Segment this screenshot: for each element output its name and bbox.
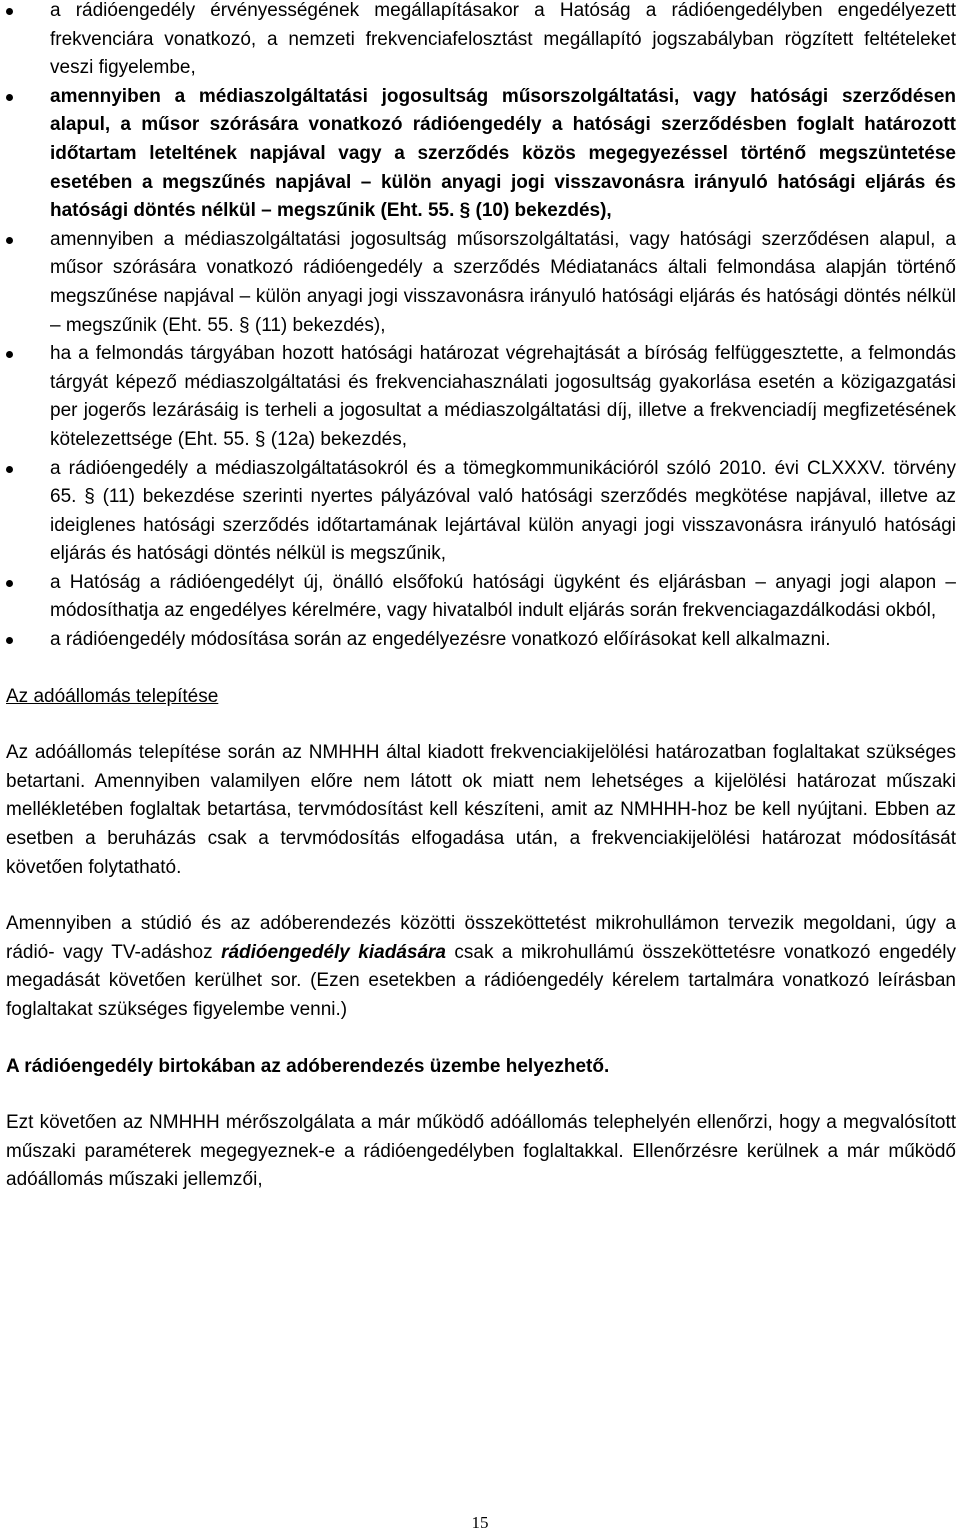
paragraph-microwave-text-after: csak a mikrohullámú összeköttetésre vonatkozó engedély megadását követően kerülhet sor. (Ezen esetekben a rádióengedély kérelem tartalmára vonatkozó leírásban foglaltakat szükséges figyelembe venni.) xyxy=(6,941,956,1020)
paragraph-inspection: Ezt követően az NMHHH mérőszolgálata a már működő adóállomás telephelyén ellenőrzi, hogy a megvalósított műszaki paraméterek megegyeznek-e a rádióengedélyben foglaltakkal. Ellenőrzésre kerülnek a már működő adóállomás műszaki jellemzői, xyxy=(6,1112,956,1191)
list-item-text: ha a felmondás tárgyában hozott hatósági határozat végrehajtását a bíróság felfüggesztette, a felmondás tárgyát képező médiaszolgáltatási és frekvenciahasználati jogosultság gyakorlása esetén a közigazgatási per jogerős lezárásáig is terheli a jogosultat a médiaszolgáltatási díj, illetve a frekvenciadíj megfizetésének kötelezettsége (Eht. 55. § (12a) bekezdés, xyxy=(50,343,956,450)
list-item xyxy=(6,0,956,83)
list-item-text: amennyiben a médiaszolgáltatási jogosultság műsorszolgáltatási, vagy hatósági szerződésen alapul, a műsor szórására vonatkozó rádióengedély a szerződés Médiatanács általi felmondása alapján történő megszűnése napjával – külön anyagi jogi visszavonásra irányuló hatósági eljárás és hatósági döntés nélkül – megszűnik (Eht. 55. § (11) bekezdés), xyxy=(50,228,956,336)
bullet-dot-icon xyxy=(6,637,13,644)
bullet-dot-icon xyxy=(6,351,13,358)
list-item-text: amennyiben a médiaszolgáltatási jogosultság műsorszolgáltatási, vagy hatósági szerződésen alapul, a műsor szórására vonatkozó rádióengedély a hatósági szerződésben foglalt határozott időtartam leteltének napjával vagy a szerződés közös megegyezéssel történő megszüntetése esetében a megszűnés napjával – külön anyagi jogi visszavonásra irányuló hatósági eljárás és hatósági döntés nélkül – megszűnik (Eht. 55. § (10) bekezdés), xyxy=(50,85,956,222)
bullet-dot-icon xyxy=(6,466,13,473)
paragraph-microwave-text-before: Amennyiben a stúdió és az adóberendezés közötti összeköttetést mikrohullámon tervezik megoldani, úgy a rádió- vagy TV-adáshoz xyxy=(6,913,956,963)
bullet-dot-icon xyxy=(6,8,13,15)
bullet-dot-icon xyxy=(6,237,13,244)
list-item xyxy=(6,340,956,454)
document-page xyxy=(6,0,956,1195)
list-item xyxy=(6,626,956,655)
bullet-list xyxy=(6,0,956,655)
paragraph-microwave xyxy=(6,910,956,1024)
list-item-text: a rádióengedély módosítása során az engedélyezésre vonatkozó előírásokat kell alkalmazni. xyxy=(50,629,831,651)
bullet-dot-icon xyxy=(6,94,13,101)
list-item xyxy=(6,83,956,226)
list-item-text: a rádióengedély érvényességének megállapításakor a Hatóság a rádióengedélyben engedélyezett frekvenciára vonatkozó, a nemzeti frekvenciafelosztást megállapító jogszabályban rögzített feltételeket veszi figyelembe, xyxy=(50,0,956,79)
list-item-text: a rádióengedély a médiaszolgáltatásokról és a tömegkommunikációról szóló 2010. évi CLXXXV. törvény 65. § (11) bekezdése szerinti nyertes pályázóval való hatósági szerződés megkötése napjával, illetve az ideiglenes hatósági szerződés időtartamának lejártával külön anyagi jogi visszavonásra irányuló hatósági eljárás és hatósági döntés nélkül is megszűnik, xyxy=(50,457,956,565)
paragraph-installation: Az adóállomás telepítése során az NMHHH által kiadott frekvenciakijelölési határozatban foglaltakat szükséges betartani. Amennyiben valamilyen előre nem látott ok miatt nem lehetséges a kijelölési határozat műszaki mellékletében foglaltak betartása, tervmódosítást kell készíteni, amit az NMHHH-hoz be kell nyújtani. Ebben az esetben a beruházás csak a tervmódosítás elfogadása után, a frekvenciakijelölési határozat módosítását követően folytatható. xyxy=(6,742,956,878)
section-heading-installation: Az adóállomás telepítése xyxy=(6,685,219,707)
list-item xyxy=(6,226,956,340)
paragraph-microwave-emphasis: rádióengedély kiadására xyxy=(221,941,446,963)
list-item-text: a Hatóság a rádióengedélyt új, önálló elsőfokú hatósági ügyként és eljárásban – anyagi jogi alapon – módosíthatja az engedélyes kérelmére, vagy hivatalból indult eljárás során frekvenciagazdálkodási okból, xyxy=(50,571,956,622)
bullet-dot-icon xyxy=(6,580,13,587)
section-heading-commissioning: A rádióengedély birtokában az adóberendezés üzembe helyezhető. xyxy=(6,1055,610,1077)
list-item xyxy=(6,569,956,626)
page-number: 15 xyxy=(471,1513,489,1532)
list-item xyxy=(6,455,956,569)
